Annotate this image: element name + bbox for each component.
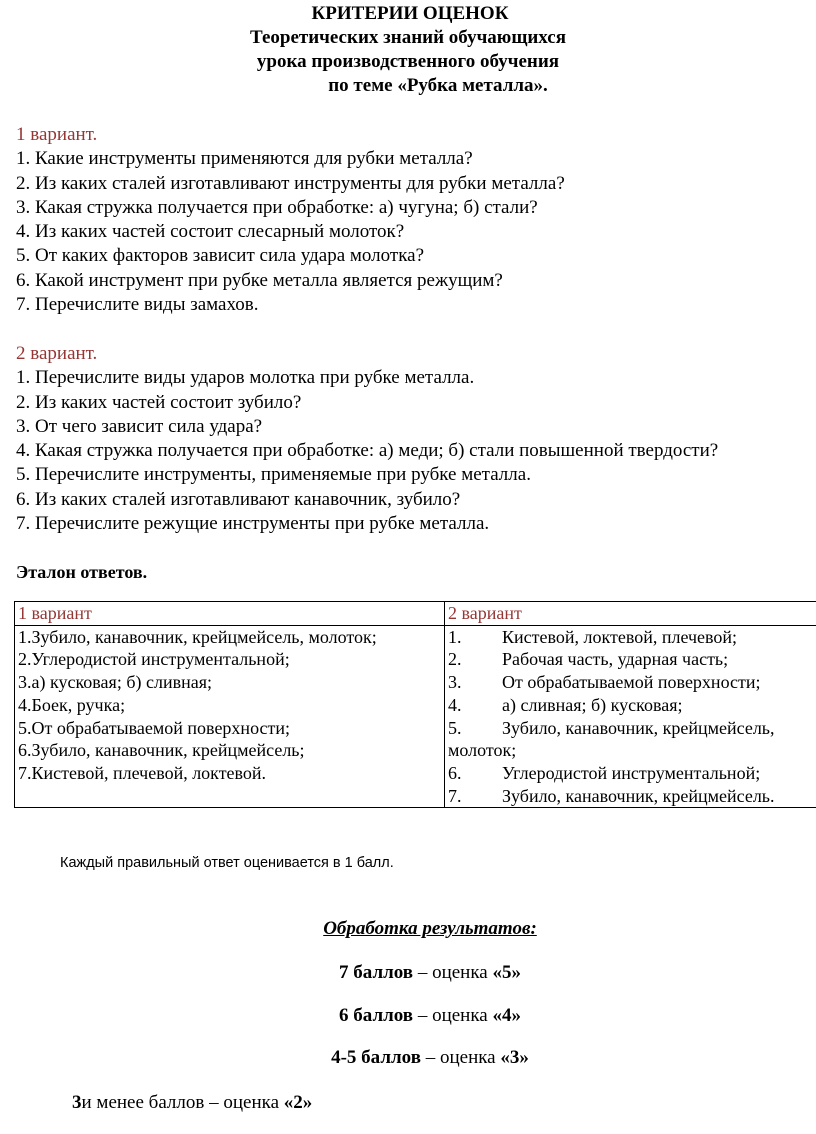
grade-points: 3 bbox=[72, 1092, 82, 1113]
grading-title: Обработка результатов: bbox=[323, 918, 537, 939]
answer-text: От обрабатываемой поверхности; bbox=[502, 672, 761, 693]
answers-table bbox=[14, 601, 816, 808]
answer-item: 4.Боек, ручка; bbox=[18, 694, 126, 715]
variant-2-label: 2 вариант. bbox=[16, 343, 98, 364]
question-item: 7. Перечислите виды замахов. bbox=[16, 294, 259, 316]
question-item: 7. Перечислите режущие инструменты при рубке металла. bbox=[16, 513, 490, 535]
table-header-row bbox=[15, 602, 816, 626]
grade-points: 4-5 баллов bbox=[331, 1047, 421, 1068]
grade-points: 7 баллов bbox=[339, 962, 414, 983]
variant-1-section bbox=[16, 123, 565, 317]
answer-text: Углеродистой инструментальной; bbox=[502, 762, 761, 783]
answer-item: 5.От обрабатываемой поверхности; bbox=[18, 717, 291, 738]
answer-text: Кистевой, локтевой, плечевой; bbox=[502, 626, 738, 647]
answer-item bbox=[448, 762, 816, 785]
answer-text: Зубило, канавочник, крейцмейсель. bbox=[502, 785, 775, 806]
column-header-variant-2: 2 вариант bbox=[445, 602, 816, 626]
grade-text: и менее баллов – оценка bbox=[81, 1092, 284, 1113]
answer-text: а) сливная; б) кусковая; bbox=[502, 694, 683, 715]
question-item: 3. Какая стружка получается при обработке: а) чугуна; б) стали? bbox=[16, 196, 538, 218]
grade-value: «2» bbox=[283, 1092, 313, 1113]
title-line-4: по теме «Рубка металла». bbox=[328, 75, 548, 96]
grade-row bbox=[0, 1005, 816, 1027]
grade-dash: – оценка bbox=[413, 1005, 493, 1026]
answer-item bbox=[448, 694, 816, 717]
question-item: 4. Из каких частей состоит слесарный молоток? bbox=[16, 221, 405, 243]
column-header-variant-1: 1 вариант bbox=[15, 602, 445, 626]
document-title bbox=[0, 2, 816, 98]
answers-heading: Эталон ответов. bbox=[16, 562, 148, 582]
grade-value: «5» bbox=[492, 962, 521, 983]
title-line-3: урока производственного обучения bbox=[256, 51, 560, 72]
title-line-1: КРИТЕРИИ ОЦЕНОК bbox=[311, 3, 509, 24]
answer-text: Рабочая часть, ударная часть; bbox=[502, 649, 729, 670]
scoring-note: Каждый правильный ответ оценивается в 1 балл. bbox=[60, 855, 394, 871]
question-item: 5. Перечислите инструменты, применяемые при рубке металла. bbox=[16, 464, 531, 486]
grade-value: «4» bbox=[492, 1005, 521, 1026]
grade-dash: – оценка bbox=[420, 1047, 501, 1068]
answer-text: Зубило, канавочник, крейцмейсель, bbox=[502, 717, 775, 738]
grade-value: «3» bbox=[500, 1047, 529, 1068]
question-item: 3. От чего зависит сила удара? bbox=[16, 415, 263, 437]
answer-item: 2.Углеродистой инструментальной; bbox=[18, 649, 290, 670]
answer-item bbox=[448, 648, 816, 671]
answer-number: 1. bbox=[448, 626, 462, 647]
answer-number: 5. bbox=[448, 717, 462, 738]
answer-item: 6.Зубило, канавочник, крейцмейсель; bbox=[18, 740, 305, 761]
grade-points: 6 баллов bbox=[339, 1005, 414, 1026]
question-item: 2. Из каких сталей изготавливают инструменты для рубки металла? bbox=[16, 172, 565, 194]
answer-item bbox=[448, 626, 816, 649]
question-item: 2. Из каких частей состоит зубило? bbox=[16, 391, 302, 413]
answer-item bbox=[448, 671, 816, 694]
answer-number: 7. bbox=[448, 785, 462, 806]
grade-row bbox=[0, 962, 816, 984]
answer-item: 3.а) кусковая; б) сливная; bbox=[18, 672, 212, 693]
grade-row-last bbox=[72, 1092, 312, 1114]
answer-item: 7.Кистевой, плечевой, локтевой. bbox=[18, 762, 267, 783]
answer-number: 4. bbox=[448, 694, 462, 715]
answer-number: 3. bbox=[448, 672, 462, 693]
question-item: 1. Перечислите виды ударов молотка при рубке металла. bbox=[16, 367, 475, 389]
variant-1-label: 1 вариант. bbox=[16, 124, 98, 145]
variant-2-section bbox=[16, 342, 718, 536]
answers-variant-1-cell bbox=[15, 625, 445, 808]
grade-dash: – оценка bbox=[413, 962, 493, 983]
question-item: 5. От каких факторов зависит сила удара молотка? bbox=[16, 245, 424, 267]
question-item: 6. Из каких сталей изготавливают канавочник, зубило? bbox=[16, 488, 461, 510]
grade-row bbox=[0, 1047, 816, 1069]
answer-item bbox=[448, 717, 816, 740]
answer-number: 6. bbox=[448, 762, 462, 783]
question-item: 4. Какая стружка получается при обработке: а) меди; б) стали повышенной твердости? bbox=[16, 440, 719, 462]
question-item: 1. Какие инструменты применяются для рубки металла? bbox=[16, 148, 473, 170]
answer-item bbox=[448, 785, 816, 808]
answer-continuation: молоток; bbox=[448, 740, 517, 761]
answers-variant-2-cell bbox=[445, 625, 816, 808]
question-item: 6. Какой инструмент при рубке металла является режущим? bbox=[16, 269, 503, 291]
table-row bbox=[15, 625, 816, 808]
answer-item: 1.Зубило, канавочник, крейцмейсель, молоток; bbox=[18, 626, 377, 647]
title-line-2: Теоретических знаний обучающихся bbox=[250, 27, 566, 48]
answer-number: 2. bbox=[448, 649, 462, 670]
